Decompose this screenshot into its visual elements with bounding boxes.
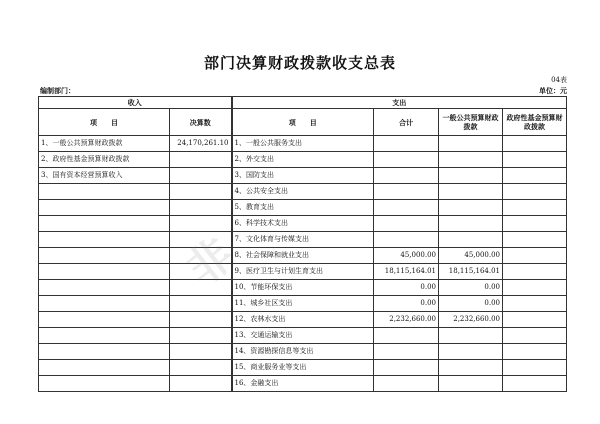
general-budget-cell — [439, 216, 503, 232]
income-item-cell — [39, 376, 170, 392]
income-value-cell — [170, 264, 232, 280]
income-value-cell — [170, 248, 232, 264]
income-item-cell: 2、政府性基金预算财政拨款 — [39, 152, 170, 168]
watermark: 非 — [177, 225, 249, 297]
table-row — [39, 184, 567, 200]
general-budget-cell — [439, 184, 503, 200]
total-cell — [374, 344, 439, 360]
general-budget-cell: 0.00 — [439, 280, 503, 296]
org-label: 编制部门： — [40, 86, 75, 95]
table-code: 04表 — [551, 76, 567, 84]
table-row — [39, 248, 567, 264]
gov-fund-cell — [503, 312, 567, 328]
income-value-cell — [170, 168, 232, 184]
total-cell — [374, 184, 439, 200]
income-item-cell — [39, 296, 170, 312]
total-cell: 0.00 — [374, 280, 439, 296]
total-cell — [374, 136, 439, 152]
final-amount-header: 决算数 — [170, 109, 232, 136]
general-budget-cell: 2,232,660.00 — [439, 312, 503, 328]
gov-fund-cell — [503, 296, 567, 312]
income-item-cell — [39, 248, 170, 264]
expense-item-cell: 5、教育支出 — [232, 200, 374, 216]
income-item-cell: 1、一般公共预算财政拨款 — [39, 136, 170, 152]
report-title: 部门决算财政拨款收支总表 — [203, 54, 396, 72]
gov-fund-cell — [503, 248, 567, 264]
income-value-cell — [170, 296, 232, 312]
expense-item-cell: 11、城乡社区支出 — [232, 296, 374, 312]
general-budget-cell — [439, 232, 503, 248]
expense-item-cell: 2、外交支出 — [232, 152, 374, 168]
table-row — [39, 312, 567, 328]
general-budget-cell: 18,115,164.01 — [439, 264, 503, 280]
table-row — [39, 360, 567, 376]
income-value-cell — [170, 152, 232, 168]
table-row — [39, 344, 567, 360]
income-item-header: 项 目 — [39, 109, 170, 136]
expense-item-cell: 10、节能环保支出 — [232, 280, 374, 296]
income-value-cell — [170, 184, 232, 200]
expense-item-cell: 1、一般公共服务支出 — [232, 136, 374, 152]
expense-item-header: 项 目 — [232, 109, 374, 136]
total-header: 合计 — [374, 109, 439, 136]
total-cell: 45,000.00 — [374, 248, 439, 264]
income-value-cell — [170, 344, 232, 360]
income-item-cell — [39, 232, 170, 248]
income-value-cell — [170, 312, 232, 328]
gov-fund-cell — [503, 152, 567, 168]
general-budget-cell — [439, 136, 503, 152]
expense-item-cell: 8、社会保障和就业支出 — [232, 248, 374, 264]
general-budget-cell: 0.00 — [439, 296, 503, 312]
section-header-row — [39, 97, 567, 109]
table-row — [39, 152, 567, 168]
gov-fund-cell — [503, 136, 567, 152]
income-value-cell — [170, 232, 232, 248]
general-budget-cell: 45,000.00 — [439, 248, 503, 264]
gov-fund-header: 政府性基金预算财政拨款 — [503, 109, 567, 136]
gov-fund-cell — [503, 360, 567, 376]
total-cell — [374, 168, 439, 184]
expense-item-cell: 13、交通运输支出 — [232, 328, 374, 344]
expense-item-cell: 14、资源勘探信息等支出 — [232, 344, 374, 360]
income-value-cell — [170, 216, 232, 232]
expense-item-cell: 3、国防支出 — [232, 168, 374, 184]
gov-fund-cell — [503, 376, 567, 392]
table-row — [39, 168, 567, 184]
budget-table — [38, 96, 567, 392]
unit-label: 单位：元 — [539, 86, 567, 95]
income-value-cell — [170, 376, 232, 392]
total-cell — [374, 360, 439, 376]
column-header-row — [39, 109, 567, 136]
expense-section-label: 支出 — [232, 97, 567, 109]
expense-item-cell: 6、科学技术支出 — [232, 216, 374, 232]
income-item-cell — [39, 200, 170, 216]
gov-fund-cell — [503, 216, 567, 232]
income-item-cell — [39, 216, 170, 232]
total-cell: 0.00 — [374, 296, 439, 312]
expense-item-cell: 4、公共安全支出 — [232, 184, 374, 200]
table-row — [39, 264, 567, 280]
income-item-cell: 3、国有资本经营预算收入 — [39, 168, 170, 184]
gov-fund-cell — [503, 328, 567, 344]
table-row — [39, 200, 567, 216]
expense-item-cell: 9、医疗卫生与计划生育支出 — [232, 264, 374, 280]
income-value-cell — [170, 280, 232, 296]
gov-fund-cell — [503, 280, 567, 296]
general-budget-cell — [439, 200, 503, 216]
income-item-cell — [39, 184, 170, 200]
income-item-cell — [39, 280, 170, 296]
total-cell — [374, 376, 439, 392]
general-budget-cell — [439, 152, 503, 168]
general-budget-cell — [439, 344, 503, 360]
total-cell — [374, 232, 439, 248]
total-cell — [374, 328, 439, 344]
income-item-cell — [39, 328, 170, 344]
expense-item-cell: 7、文化体育与传媒支出 — [232, 232, 374, 248]
income-item-cell — [39, 344, 170, 360]
table-row — [39, 296, 567, 312]
general-budget-cell — [439, 328, 503, 344]
total-cell: 2,232,660.00 — [374, 312, 439, 328]
total-cell — [374, 200, 439, 216]
income-section-label: 收入 — [39, 97, 232, 109]
income-item-cell — [39, 264, 170, 280]
total-cell — [374, 216, 439, 232]
expense-item-cell: 15、商业服务业等支出 — [232, 360, 374, 376]
table-row — [39, 328, 567, 344]
table-row — [39, 216, 567, 232]
total-cell: 18,115,164.01 — [374, 264, 439, 280]
income-value-cell — [170, 360, 232, 376]
general-budget-cell — [439, 376, 503, 392]
gov-fund-cell — [503, 168, 567, 184]
gov-fund-cell — [503, 184, 567, 200]
income-value-cell: 24,170,261.10 — [170, 136, 232, 152]
general-budget-cell — [439, 360, 503, 376]
income-value-cell — [170, 328, 232, 344]
income-item-cell — [39, 360, 170, 376]
expense-item-cell: 16、金融支出 — [232, 376, 374, 392]
gov-fund-cell — [503, 344, 567, 360]
gov-fund-cell — [503, 200, 567, 216]
gov-fund-cell — [503, 264, 567, 280]
income-item-cell — [39, 312, 170, 328]
general-budget-header: 一般公共预算财政拨款 — [439, 109, 503, 136]
general-budget-cell — [439, 168, 503, 184]
table-row — [39, 232, 567, 248]
gov-fund-cell — [503, 232, 567, 248]
total-cell — [374, 152, 439, 168]
expense-item-cell: 12、农林水支出 — [232, 312, 374, 328]
table-row — [39, 280, 567, 296]
table-row — [39, 376, 567, 392]
income-value-cell — [170, 200, 232, 216]
table-row — [39, 136, 567, 152]
